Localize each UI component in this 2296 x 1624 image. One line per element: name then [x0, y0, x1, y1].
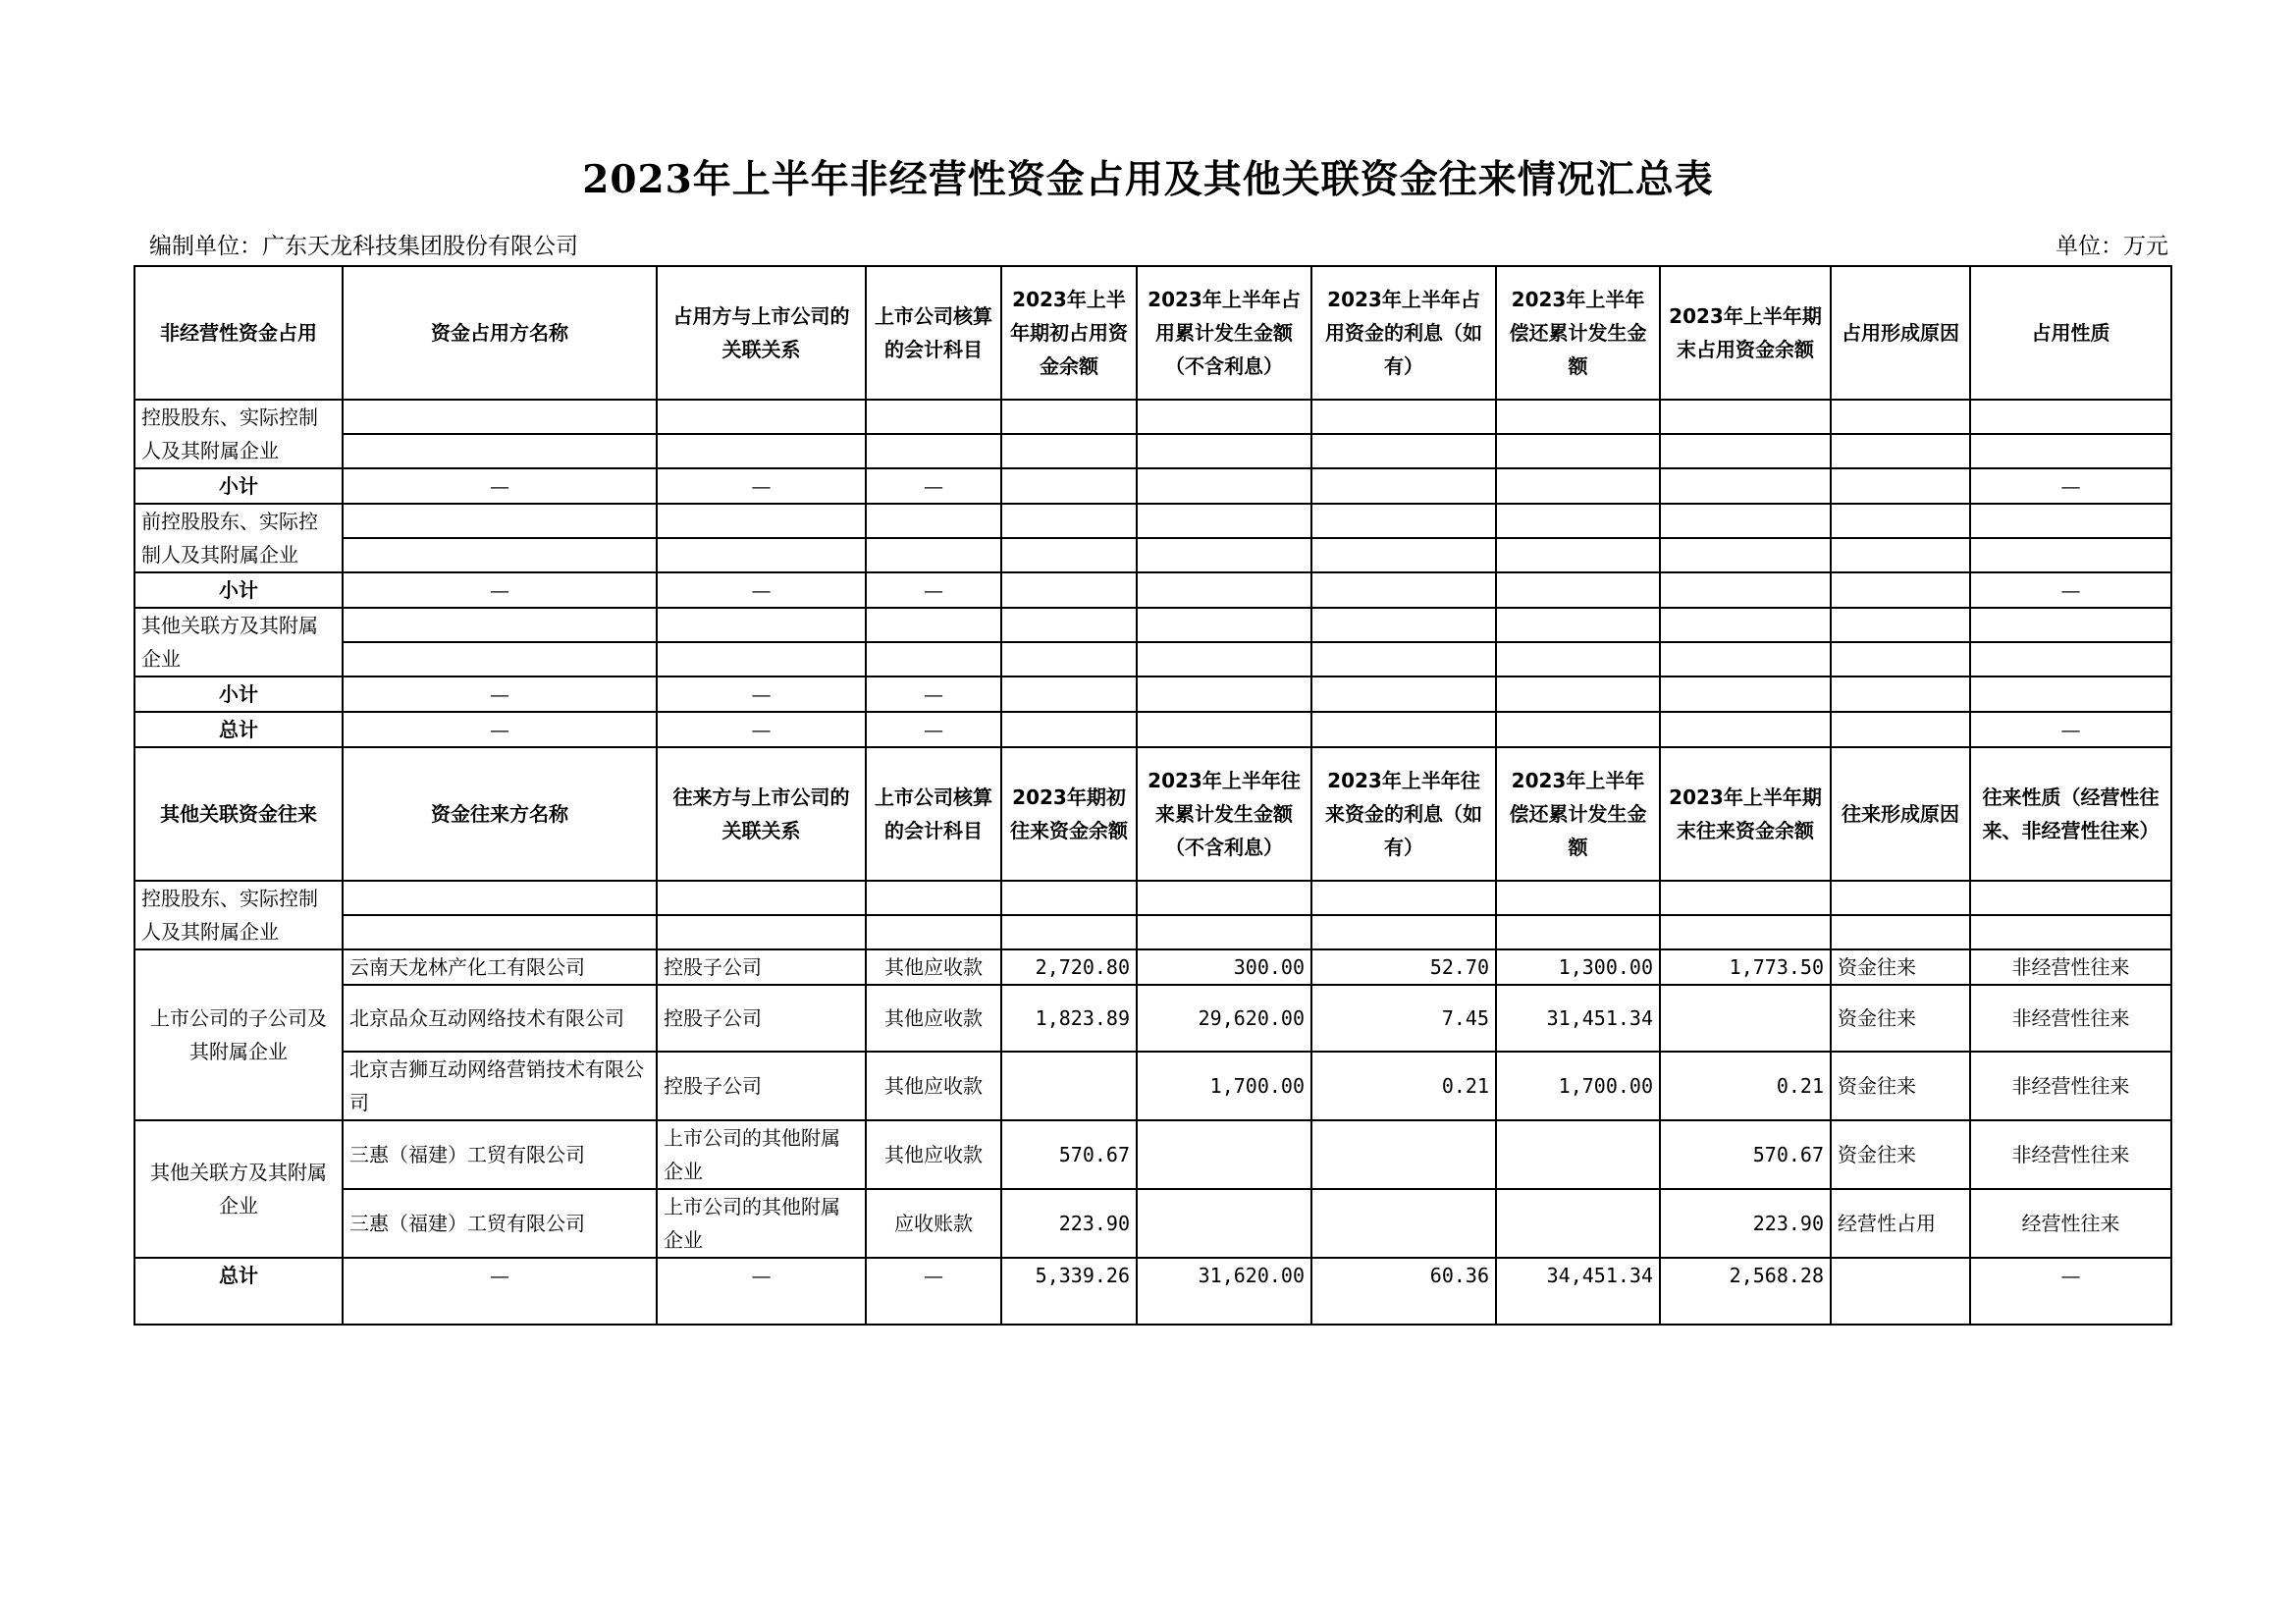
- interest: [1311, 1189, 1496, 1258]
- table-row: [134, 881, 2171, 915]
- closing-balance: [1660, 985, 1831, 1052]
- dash: —: [657, 468, 866, 504]
- accrued-amount: [1137, 1120, 1311, 1189]
- header-cell: 2023年上半年往来资金的利息（如有）: [1311, 747, 1496, 881]
- opening-balance: 2,720.80: [1001, 949, 1137, 985]
- header-cell: 2023年上半年期末往来资金余额: [1660, 747, 1831, 881]
- party-name: 北京品众互动网络技术有限公司: [343, 985, 657, 1052]
- repaid-amount: 1,300.00: [1496, 949, 1660, 985]
- header-cell: 2023年上半年占用累计发生金额（不含利息）: [1137, 266, 1311, 400]
- group-label: 其他关联方及其附属企业: [134, 1120, 343, 1258]
- header-cell: 非经营性资金占用: [134, 266, 343, 400]
- table-row: [134, 642, 2171, 677]
- subtotal-label: 小计: [134, 677, 343, 712]
- party-name: 三惠（福建）工贸有限公司: [343, 1189, 657, 1258]
- dash: —: [1970, 712, 2171, 747]
- repaid-amount: 31,451.34: [1496, 985, 1660, 1052]
- opening-balance: 1,823.89: [1001, 985, 1137, 1052]
- header-cell: 占用方与上市公司的关联关系: [657, 266, 866, 400]
- header-cell: 上市公司核算的会计科目: [866, 266, 1001, 400]
- total-label: 总计: [134, 712, 343, 747]
- dash: —: [866, 712, 1001, 747]
- nature: 非经营性往来: [1970, 949, 2171, 985]
- relation: 控股子公司: [657, 949, 866, 985]
- table-row: [134, 985, 2171, 1052]
- interest: [1311, 1120, 1496, 1189]
- group-label: 控股股东、实际控制人及其附属企业: [134, 400, 343, 468]
- relation: 上市公司的其他附属企业: [657, 1189, 866, 1258]
- dash: —: [866, 468, 1001, 504]
- reason: 资金往来: [1831, 949, 1970, 985]
- group-label: 上市公司的子公司及其附属企业: [134, 949, 343, 1120]
- accrued-amount: [1137, 1189, 1311, 1258]
- party-name: 北京吉狮互动网络营销技术有限公司: [343, 1052, 657, 1120]
- table-row: [134, 915, 2171, 949]
- closing-balance: 1,773.50: [1660, 949, 1831, 985]
- total-row: [134, 712, 2171, 747]
- total-label: 总计: [134, 1258, 343, 1325]
- table-row: [134, 434, 2171, 468]
- header-cell: 2023年上半年偿还累计发生金额: [1496, 747, 1660, 881]
- dash: —: [343, 1258, 657, 1325]
- header-cell: 资金往来方名称: [343, 747, 657, 881]
- opening-balance: 223.90: [1001, 1189, 1137, 1258]
- party-name: 云南天龙林产化工有限公司: [343, 949, 657, 985]
- closing-balance: 570.67: [1660, 1120, 1831, 1189]
- closing-balance: 0.21: [1660, 1052, 1831, 1120]
- dash: —: [866, 572, 1001, 608]
- nature: 经营性往来: [1970, 1189, 2171, 1258]
- dash: —: [343, 712, 657, 747]
- header-cell: 往来性质（经营性往来、非经营性往来）: [1970, 747, 2171, 881]
- accrued-amount: 29,620.00: [1137, 985, 1311, 1052]
- nature: 非经营性往来: [1970, 1120, 2171, 1189]
- total-closing: 2,568.28: [1660, 1258, 1831, 1325]
- account: 其他应收款: [866, 985, 1001, 1052]
- total-accrued: 31,620.00: [1137, 1258, 1311, 1325]
- subtotal-label: 小计: [134, 572, 343, 608]
- header-cell: 资金占用方名称: [343, 266, 657, 400]
- group-label: 其他关联方及其附属企业: [134, 608, 343, 677]
- account: 应收账款: [866, 1189, 1001, 1258]
- table-row: [134, 608, 2171, 642]
- relation: 控股子公司: [657, 985, 866, 1052]
- subtotal-row: [134, 677, 2171, 712]
- header-cell: 其他关联资金往来: [134, 747, 343, 881]
- account: 其他应收款: [866, 949, 1001, 985]
- interest: 7.45: [1311, 985, 1496, 1052]
- subtotal-row: [134, 572, 2171, 608]
- header-cell: 2023年期初往来资金余额: [1001, 747, 1137, 881]
- accrued-amount: 1,700.00: [1137, 1052, 1311, 1120]
- header-cell: 上市公司核算的会计科目: [866, 747, 1001, 881]
- header-cell: 往来形成原因: [1831, 747, 1970, 881]
- header-cell: 2023年上半年往来累计发生金额（不含利息）: [1137, 747, 1311, 881]
- table-row: [134, 1189, 2171, 1258]
- interest: 0.21: [1311, 1052, 1496, 1120]
- subtotal-row: [134, 468, 2171, 504]
- dash: —: [866, 677, 1001, 712]
- dash: —: [343, 677, 657, 712]
- section1-header-row: [134, 266, 2171, 400]
- reason: 资金往来: [1831, 1120, 1970, 1189]
- header-cell: 占用性质: [1970, 266, 2171, 400]
- closing-balance: 223.90: [1660, 1189, 1831, 1258]
- reason: 资金往来: [1831, 1052, 1970, 1120]
- compiler-unit: 编制单位：广东天龙科技集团股份有限公司: [149, 234, 578, 259]
- table-row: [134, 1052, 2171, 1120]
- section2-header-row: [134, 747, 2171, 881]
- account: 其他应收款: [866, 1052, 1001, 1120]
- relation: 上市公司的其他附属企业: [657, 1120, 866, 1189]
- dash: —: [657, 712, 866, 747]
- dash: —: [657, 572, 866, 608]
- dash: —: [866, 1258, 1001, 1325]
- total-repaid: 34,451.34: [1496, 1258, 1660, 1325]
- repaid-amount: 1,700.00: [1496, 1052, 1660, 1120]
- dash: —: [1970, 1258, 2171, 1325]
- table-row: [134, 949, 2171, 985]
- repaid-amount: [1496, 1189, 1660, 1258]
- dash: —: [343, 572, 657, 608]
- table-row: [134, 504, 2171, 538]
- table-row: [134, 1120, 2171, 1189]
- account: 其他应收款: [866, 1120, 1001, 1189]
- group-label: 前控股股东、实际控制人及其附属企业: [134, 504, 343, 572]
- group-label: 控股股东、实际控制人及其附属企业: [134, 881, 343, 949]
- accrued-amount: 300.00: [1137, 949, 1311, 985]
- reason: 经营性占用: [1831, 1189, 1970, 1258]
- dash: —: [343, 468, 657, 504]
- dash: —: [657, 1258, 866, 1325]
- nature: 非经营性往来: [1970, 1052, 2171, 1120]
- header-cell: 往来方与上市公司的关联关系: [657, 747, 866, 881]
- dash: —: [657, 677, 866, 712]
- subtotal-label: 小计: [134, 468, 343, 504]
- nature: 非经营性往来: [1970, 985, 2171, 1052]
- currency-unit: 单位：万元: [2056, 234, 2168, 259]
- page-title: 2023年上半年非经营性资金占用及其他关联资金往来情况汇总表: [582, 157, 1714, 202]
- reason: 资金往来: [1831, 985, 1970, 1052]
- total-row: [134, 1258, 2171, 1325]
- total-opening: 5,339.26: [1001, 1258, 1137, 1325]
- dash: —: [1970, 572, 2171, 608]
- summary-table: [133, 265, 2172, 1326]
- party-name: 三惠（福建）工贸有限公司: [343, 1120, 657, 1189]
- repaid-amount: [1496, 1120, 1660, 1189]
- opening-balance: [1001, 1052, 1137, 1120]
- dash: —: [1970, 468, 2171, 504]
- header-cell: 2023年上半年偿还累计发生金额: [1496, 266, 1660, 400]
- table-row: [134, 400, 2171, 434]
- header-cell: 占用形成原因: [1831, 266, 1970, 400]
- header-cell: 2023年上半年占用资金的利息（如有）: [1311, 266, 1496, 400]
- interest: 52.70: [1311, 949, 1496, 985]
- relation: 控股子公司: [657, 1052, 866, 1120]
- total-interest: 60.36: [1311, 1258, 1496, 1325]
- header-cell: 2023年上半年期初占用资金余额: [1001, 266, 1137, 400]
- opening-balance: 570.67: [1001, 1120, 1137, 1189]
- table-row: [134, 538, 2171, 572]
- header-cell: 2023年上半年期末占用资金余额: [1660, 266, 1831, 400]
